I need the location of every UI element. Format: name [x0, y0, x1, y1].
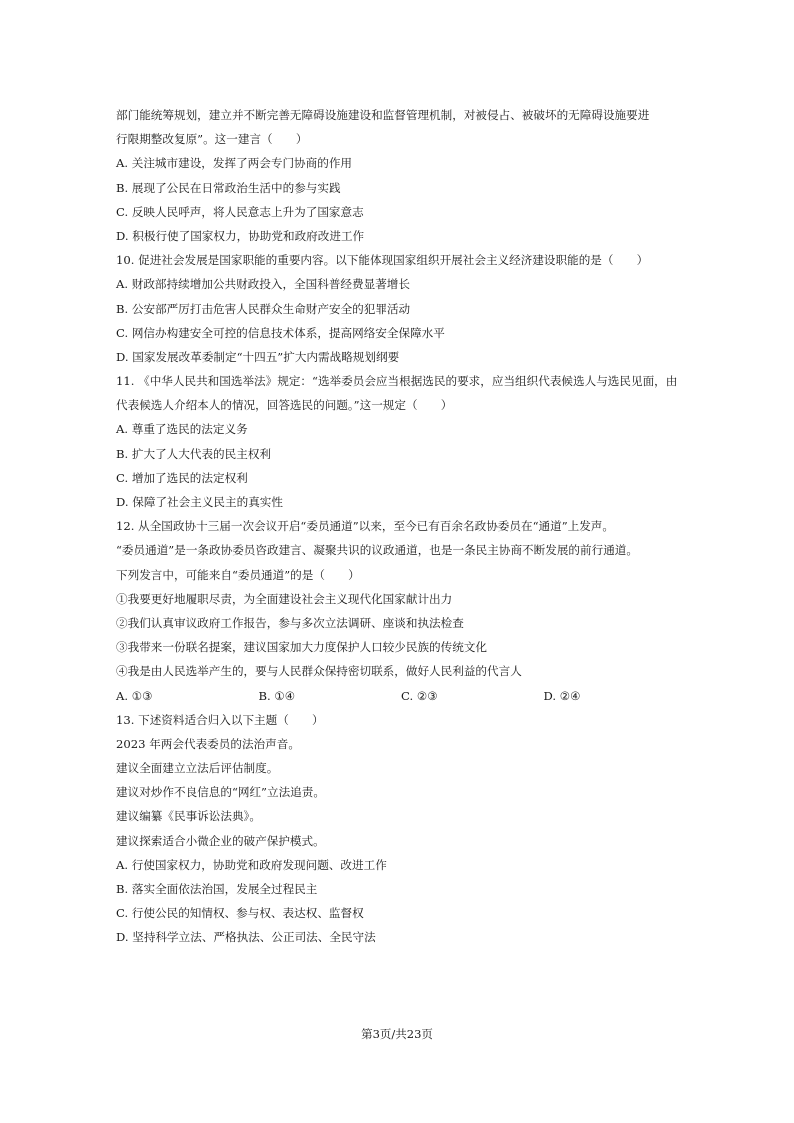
page-number: 第3页/共23页 [361, 1027, 433, 1041]
question-13-material: 建议探索适合小微企业的破产保护模式。 [116, 833, 325, 848]
question-11-option: B. 扩大了人大代表的民主权利 [116, 446, 272, 461]
question-13-material: 建议编纂《民事诉讼法典》。 [116, 809, 261, 824]
question-12-option: C. ②③ [401, 688, 438, 703]
question-13-option: D. 坚持科学立法、严格执法、公正司法、全民守法 [116, 930, 376, 945]
question-12-statement: ①我要更好地履职尽责，为全面建设社会主义现代化国家献计出力 [116, 591, 453, 606]
question-11-stem-line: 11. 《中华人民共和国选举法》规定：“选举委员会应当根据选民的要求，应当组织代表候选人与选民见面，由 [116, 374, 678, 389]
question-11-option: A. 尊重了选民的法定义务 [116, 422, 248, 437]
question-10-option: A. 财政部持续增加公共财政投入，全国科普经费显著增长 [116, 277, 410, 292]
question-10-option: D. 国家发展改革委制定“十四五”扩大内需战略规划纲要 [116, 349, 400, 364]
question-13-stem: 13. 下述资料适合归入以下主题（ ） [116, 712, 324, 727]
question-13-option: A. 行使国家权力，协助党和政府发现问题、改进工作 [116, 857, 387, 872]
question-12-option: A. ①③ [116, 688, 153, 703]
question-11-option: C. 增加了选民的法定权利 [116, 470, 248, 485]
question-9-option: B. 展现了公民在日常政治生活中的参与实践 [116, 180, 341, 195]
question-12-options-row [116, 684, 686, 708]
question-12-stem-line: 下列发言中，可能来自“委员通道”的是（ ） [116, 567, 360, 582]
question-12-option: D. ②④ [543, 688, 581, 703]
question-13-option: B. 落实全面依法治国，发展全过程民主 [116, 882, 318, 896]
question-9-option: D. 积极行使了国家权力，协助党和政府改进工作 [116, 228, 365, 243]
question-12-statement: ④我是由人民选举产生的，要与人民群众保持密切联系，做好人民利益的代言人 [116, 664, 522, 679]
question-9-option: A. 关注城市建设，发挥了两会专门协商的作用 [116, 156, 353, 171]
question-13-option: C. 行使公民的知情权、参与权、表达权、监督权 [116, 906, 364, 921]
question-12-statement: ②我们认真审议政府工作报告，参与多次立法调研、座谈和执法检查 [116, 615, 464, 630]
question-9-stem-line: 部门能统筹规划，建立并不断完善无障碍设施建设和监督管理机制，对被侵占、被破坏的无障碍设施要进 [116, 108, 650, 122]
question-9-stem-line: 行限期整改复原”。这一建言（ ） [116, 132, 308, 147]
question-13-material: 建议全面建立立法后评估制度。 [116, 761, 279, 776]
question-11-stem-line: 代表候选人介绍本人的情况，回答选民的问题。”这一规定（ ） [116, 398, 453, 413]
question-12-statement: ③我带来一份联名提案，建议国家加大力度保护人口较少民族的传统文化 [116, 640, 488, 655]
question-9-option: C. 反映人民呼声，将人民意志上升为了国家意志 [116, 204, 364, 219]
question-13-material: 建议对炒作不良信息的“网红”立法追责。 [116, 785, 325, 800]
question-10-option: B. 公安部严厉打击危害人民群众生命财产安全的犯罪活动 [116, 301, 411, 316]
page-content [116, 103, 686, 950]
question-12-stem-line: “委员通道”是一条政协委员咨政建言、凝聚共识的议政通道，也是一条民主协商不断发展的前行通道。 [116, 543, 638, 558]
question-12-option: B. ①④ [258, 688, 296, 703]
question-11-option: D. 保障了社会主义民主的真实性 [116, 495, 283, 509]
question-12-stem-line: 12. 从全国政协十三届一次会议开启“委员通道”以来，至今已有百余名政协委员在“通道”上发声。 [116, 519, 614, 534]
question-13-material: 2023 年两会代表委员的法治声音。 [116, 736, 300, 751]
question-10-option: C. 网信办构建安全可控的信息技术体系，提高网络安全保障水平 [116, 325, 445, 340]
question-10-stem: 10. 促进社会发展是国家职能的重要内容。以下能体现国家组织开展社会主义经济建设职能的是（ ） [116, 253, 649, 268]
